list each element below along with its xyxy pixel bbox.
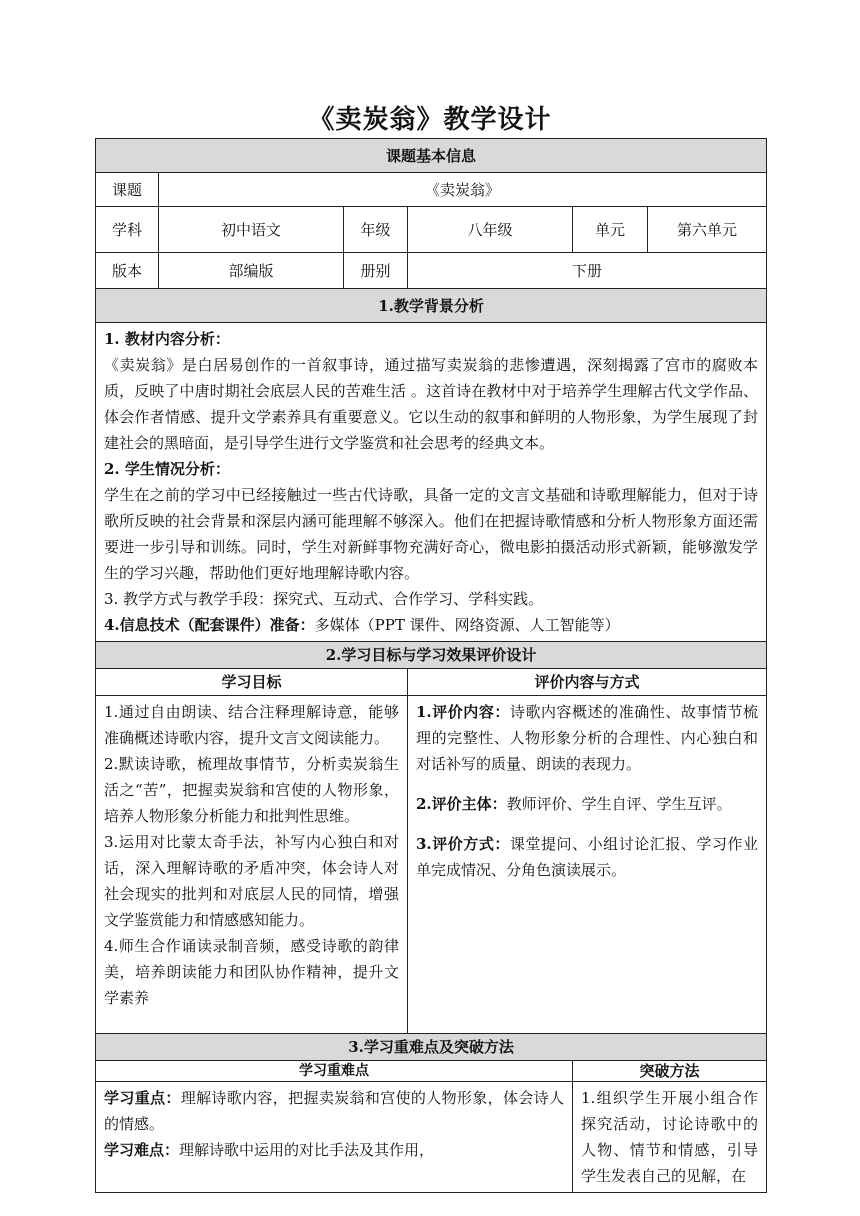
points-column-header: 学习重难点 <box>96 1061 573 1082</box>
eval-content-title: 1.评价内容： <box>416 703 510 721</box>
difficulty-text: 理解诗歌中运用的对比手法及其作用， <box>179 1141 435 1159</box>
focus-title: 学习重点： <box>104 1089 181 1107</box>
method-text: 1.组织学生开展小组合作探究活动，讨论诗歌中的人物、情节和情感，引导学生发表自己的见解，在 <box>581 1089 759 1185</box>
background-heading: 1.教学背景分析 <box>96 289 767 323</box>
subject-label: 学科 <box>96 207 159 253</box>
material-analysis-title: 1. 教材内容分析： <box>104 330 230 348</box>
info-tech-title: 4.信息技术（配套课件）准备： <box>104 616 315 634</box>
eval-method <box>416 831 758 883</box>
lesson-plan-table <box>95 138 767 1193</box>
eval-subject-title: 2.评价主体： <box>416 795 507 813</box>
edition-label: 版本 <box>96 253 159 289</box>
unit-value: 第六单元 <box>648 207 767 253</box>
focus-text: 理解诗歌内容，把握卖炭翁和宫使的人物形象，体会诗人的情感。 <box>104 1089 564 1133</box>
student-analysis-text: 学生在之前的学习中已经接触过一些古代诗歌，具备一定的文言文基础和诗歌理解能力，但对于诗歌所反映的社会背景和深层内涵可能理解不够深入。他们在把握诗歌情感和分析人物形象方面还需要进一步引导和训练。同时，学生对新鲜事物充满好奇心，微电影拍摄活动形式新颖，能够激发学生的学习兴趣，帮助他们更好地理解诗歌内容。 <box>104 486 759 582</box>
goal-item: 3.运用对比蒙太奇手法，补写内心独白和对话，深入理解诗歌的矛盾冲突，体会诗人对社会现实的批判和对底层人民的同情，增强文学鉴赏能力和情感感知能力。 <box>104 833 399 929</box>
eval-content-text: 诗歌内容概述的准确性、故事情节梳理的完整性、人物形象分析的合理性、内心独白和对话补写的质量、朗读的表现力。 <box>416 703 759 773</box>
eval-column-header: 评价内容与方式 <box>408 669 767 696</box>
objectives-heading: 2.学习目标与学习效果评价设计 <box>96 642 767 669</box>
background-content <box>96 323 767 642</box>
eval-method-text: 课堂提问、小组讨论汇报、学习作业单完成情况、分角色演读展示。 <box>416 835 759 879</box>
focus-line <box>104 1085 564 1137</box>
material-analysis-text: 《卖炭翁》是白居易创作的一首叙事诗，通过描写卖炭翁的悲惨遭遇，深刻揭露了宫市的腐败本质，反映了中唐时期社会底层人民的苦难生活 。这首诗在教材中对于培养学生理解古代文学作品、体会作者情感、提升文学素养具有重要意义。它以生动的叙事和鲜明的人物形象，为学生展现了封建社会的黑暗面，是引导学生进行文学鉴赏和社会思考的经典文本。 <box>104 356 759 452</box>
eval-subject-text: 教师评价、学生自评、学生互评。 <box>506 795 732 813</box>
difficulty-line <box>104 1137 564 1163</box>
methods-column-header: 突破方法 <box>573 1061 767 1082</box>
goals-cell <box>96 696 408 1034</box>
info-tech-text: 多媒体（PPT 课件、网络资源、人工智能等） <box>314 616 620 634</box>
page-title: 《卖炭翁》教学设计 <box>308 105 552 135</box>
eval-content <box>416 699 758 777</box>
info-tech-line <box>104 612 758 638</box>
goal-item: 4.师生合作诵读录制音频，感受诗歌的韵律美，培养朗读能力和团队协作精神，提升文学素养 <box>104 937 399 1007</box>
grade-label: 年级 <box>344 207 408 253</box>
keypoints-heading: 3.学习重难点及突破方法 <box>96 1034 767 1061</box>
teaching-method-text: 3. 教学方式与教学手段：探究式、互动式、合作学习、学科实践。 <box>104 590 544 608</box>
goal-item: 2.默读诗歌，梳理故事情节，分析卖炭翁生活之“苦”，把握卖炭翁和宫使的人物形象，培养人物形象分析能力和批判性思维。 <box>104 755 399 825</box>
unit-label: 单元 <box>573 207 648 253</box>
topic-value: 《卖炭翁》 <box>159 173 767 207</box>
evaluation-cell <box>408 696 767 1034</box>
eval-subject <box>416 791 758 817</box>
volume-label: 册别 <box>344 253 408 289</box>
goal-column-header: 学习目标 <box>96 669 408 696</box>
edition-value: 部编版 <box>159 253 344 289</box>
grade-value: 八年级 <box>408 207 573 253</box>
difficulty-title: 学习难点： <box>104 1141 180 1159</box>
subject-value: 初中语文 <box>159 207 344 253</box>
student-analysis-title: 2. 学生情况分析： <box>104 460 230 478</box>
volume-value: 下册 <box>408 253 767 289</box>
eval-method-title: 3.评价方式： <box>416 835 510 853</box>
methods-cell <box>573 1082 767 1193</box>
goal-item: 1.通过自由朗读、结合注释理解诗意，能够准确概述诗歌内容，提升文言文阅读能力。 <box>104 703 399 747</box>
keypoints-cell <box>96 1082 573 1193</box>
basic-info-heading: 课题基本信息 <box>96 139 767 173</box>
topic-label: 课题 <box>96 173 159 207</box>
